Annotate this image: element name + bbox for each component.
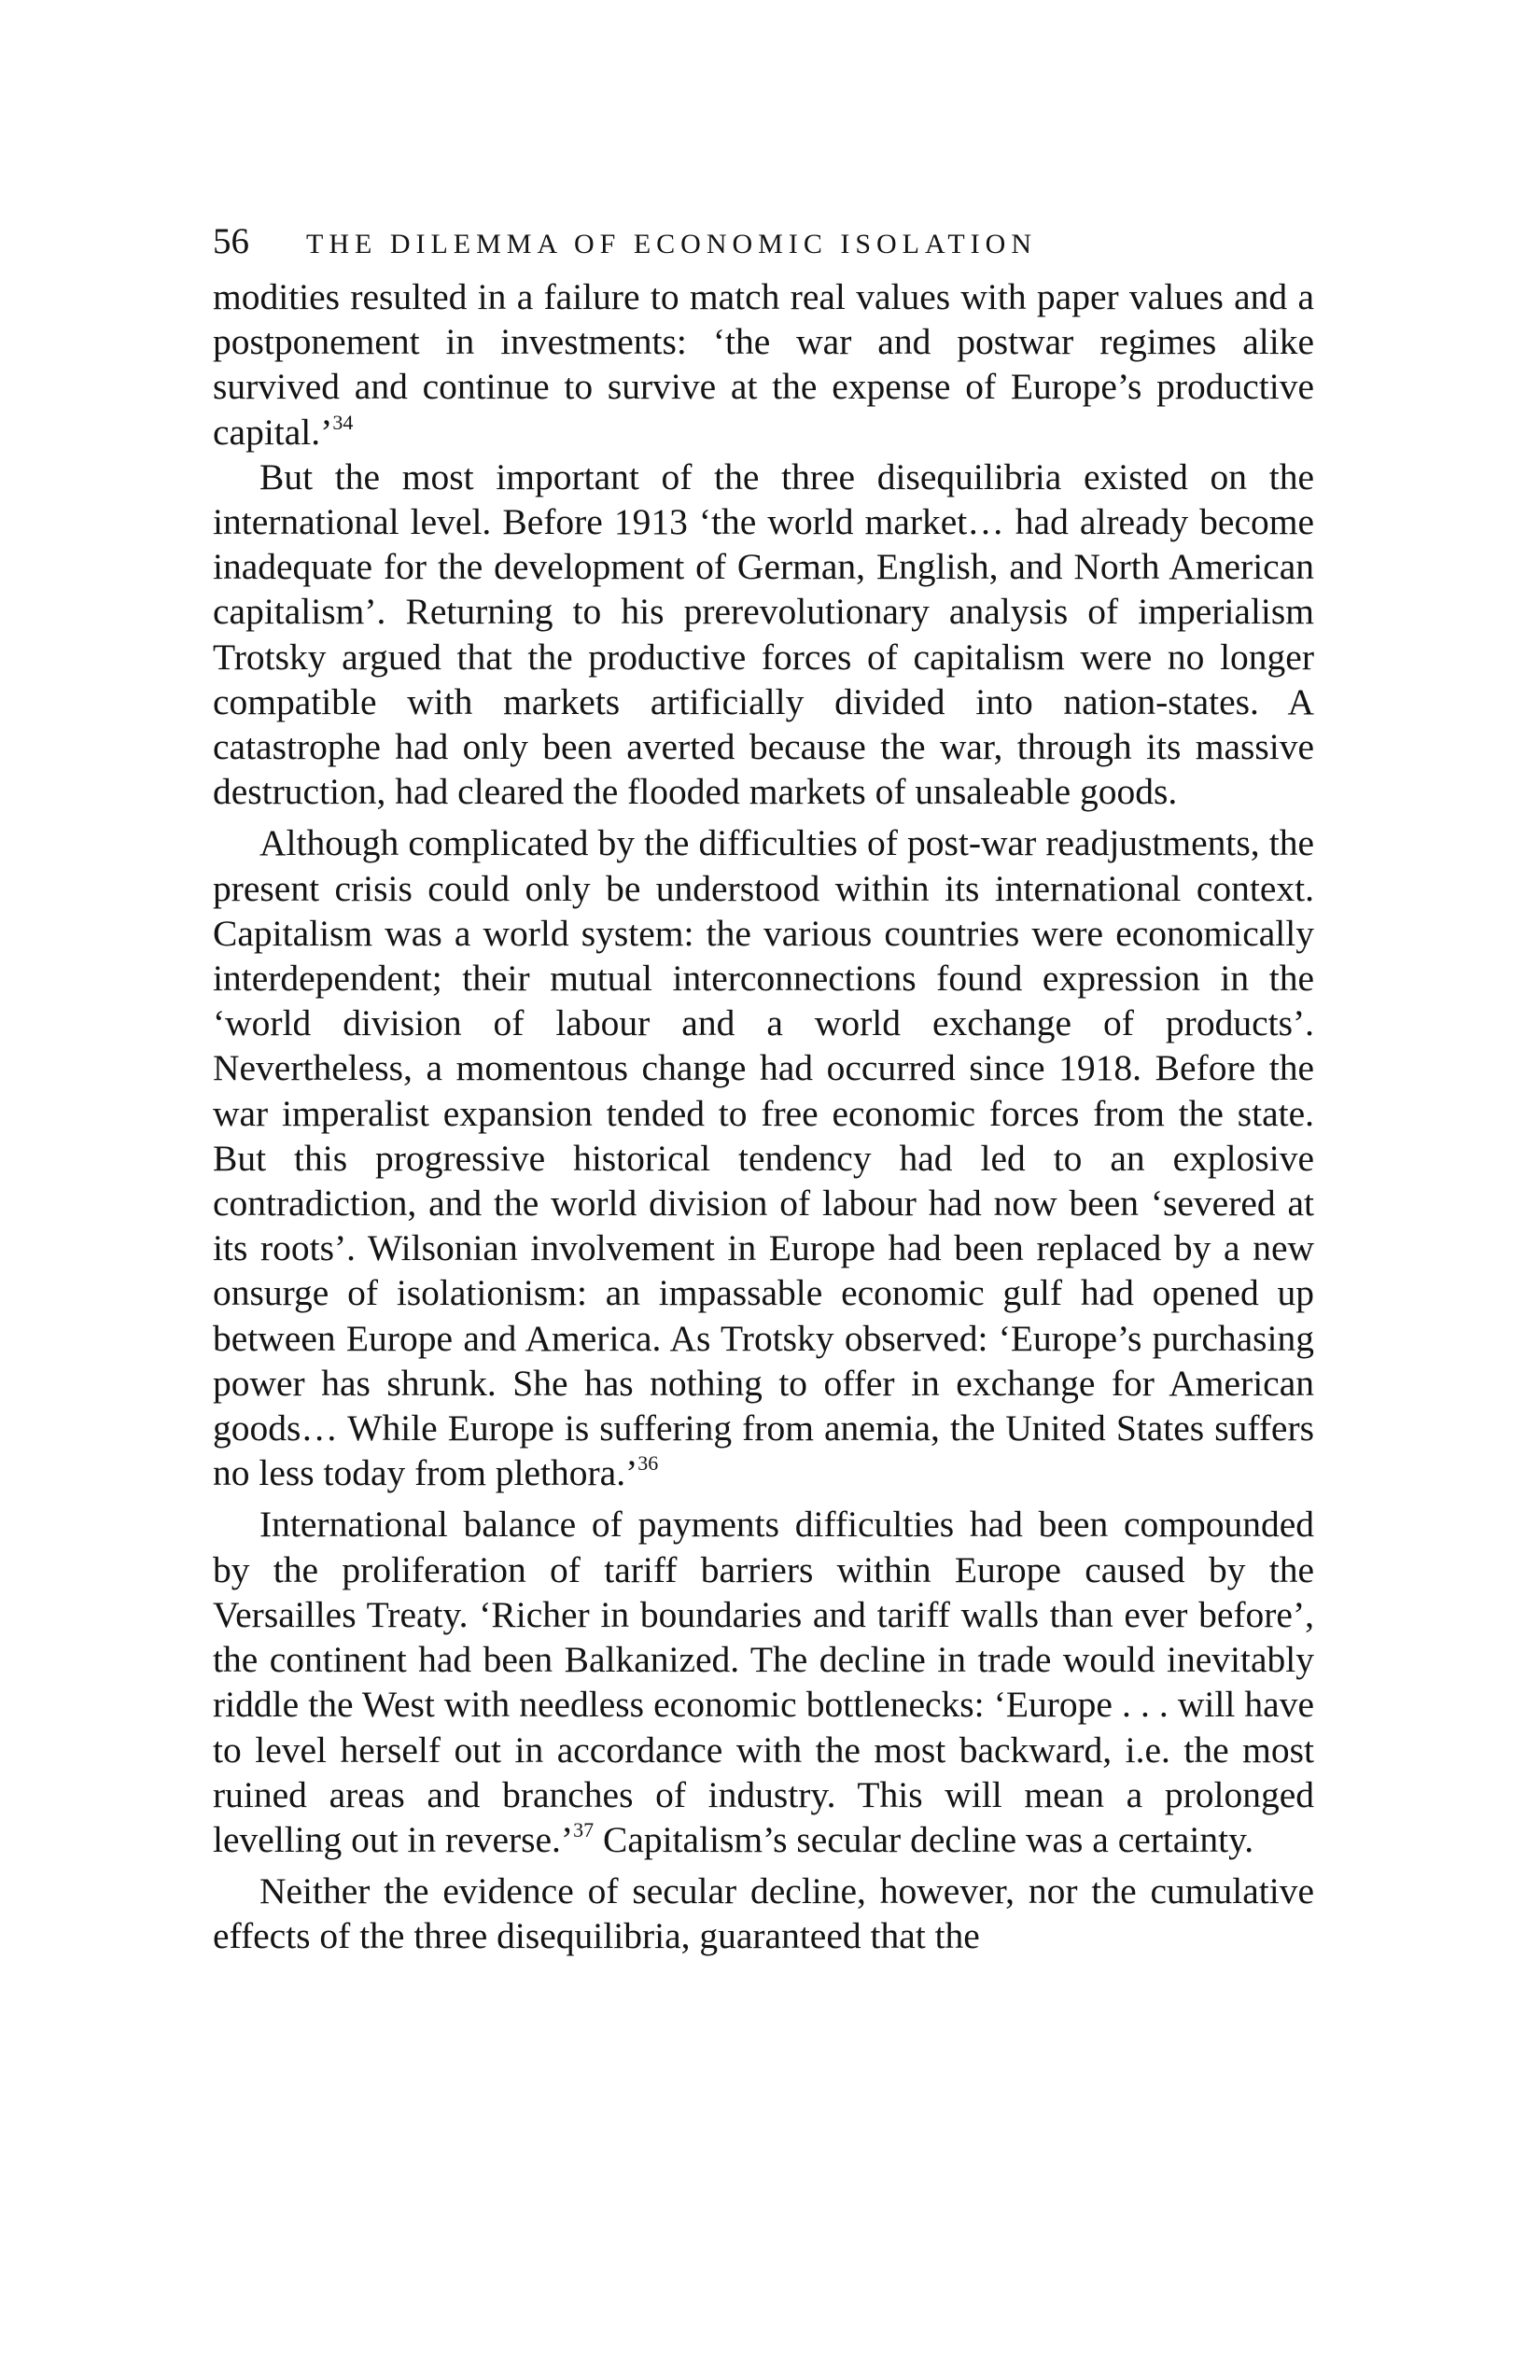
running-title: THE DILEMMA OF ECONOMIC ISOLATION xyxy=(306,229,1037,259)
paragraph xyxy=(213,455,1314,815)
paragraph xyxy=(213,820,1314,1495)
paragraph-text: Neither the evidence of secular decline, however, nor the cumulative effects of the three disequilibria, guaranteed that the xyxy=(213,1870,1314,1957)
body-text xyxy=(213,274,1314,1959)
page-number: 56 xyxy=(213,221,249,261)
running-head xyxy=(213,220,1314,261)
paragraph-text: Although complicated by the difficulties of post-war readjustments, the present crisis could only be understood within its international context. Capitalism was a world system: the various countries were economically interdependent; their mutual interconnections found expression in the ‘world division of labour and a world exchange of products’. Nevertheless, a momentous change had occurred since 1918. Before the war imperalist expansion tended to free economic forces from the state. But this progressive historical tendency had led to an explosive contradiction, and the world division of labour had now been ‘severed at its roots’. Wilsonian involvement in Europe had been replaced by a new onsurge of isolationism: an impassable economic gulf had opened up between Europe and America. As Trotsky observed: ‘Europe’s purchasing power has shrunk. She has nothing to offer in exchange for American goods… While Europe is suffering from anemia, the United States suffers no less today from plethora.’ xyxy=(213,822,1314,1494)
footnote-ref-37: 37 xyxy=(573,1817,595,1841)
footnote-ref-36: 36 xyxy=(637,1451,659,1476)
footnote-ref-34: 34 xyxy=(332,410,354,434)
paragraph xyxy=(213,1869,1314,1958)
paragraph-text-tail: Capitalism’s secular decline was a certainty. xyxy=(594,1818,1254,1860)
paragraph-continued xyxy=(213,274,1314,455)
paragraph-text: But the most important of the three disequilibria existed on the international level. Before 1913 ‘the world market… had already become inadequate for the development of German, English, and North American capitalism’. Returning to his prerevolutionary analysis of imperialism Trotsky argued that the productive forces of capitalism were no longer compatible with markets artificially divided into nation-states. A catastrophe had only been averted because the war, through its massive destruction, had cleared the flooded markets of unsaleable goods. xyxy=(213,455,1314,813)
paragraph xyxy=(213,1502,1314,1862)
paragraph-text: modities resulted in a failure to match real values with paper values and a postponement in investments: ‘the war and postwar regimes alike survived and continue to survive at the expense of Europe’s productive capital.’ xyxy=(213,276,1314,453)
book-page xyxy=(213,220,1314,1959)
paragraph-text: International balance of payments difficulties had been compounded by the proliferation of tariff barriers within Europe caused by the Versailles Treaty. ‘Richer in boundaries and tariff walls than ever before’, the continent had been Balkanized. The decline in trade would inevitably riddle the West with needless economic bottlenecks: ‘Europe . . . will have to level herself out in accordance with the most backward, i.e. the most ruined areas and branches of industry. This will mean a prolonged levelling out in reverse.’ xyxy=(213,1504,1314,1860)
